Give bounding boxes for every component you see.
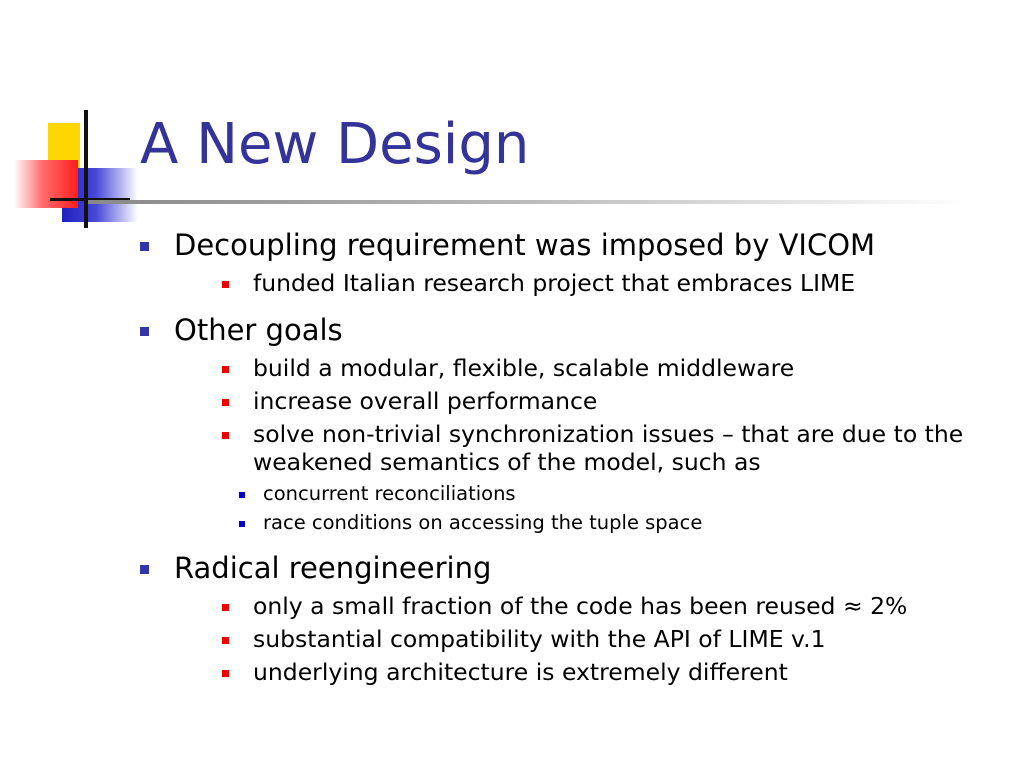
bullet-decoupling	[140, 226, 1000, 297]
title-underline	[88, 200, 968, 204]
bullet-other-goals	[140, 311, 1000, 535]
sub-bullet: underlying architecture is extremely different	[174, 658, 1000, 686]
sub-sub-bullet-list	[139, 482, 1000, 535]
sub-sub-bullet: concurrent reconciliations	[139, 482, 1000, 506]
sub-bullet: build a modular, flexible, scalable middleware	[174, 354, 1000, 382]
logo-vertical-line	[84, 110, 88, 228]
sub-bullet: funded Italian research project that embraces LIME	[174, 269, 1000, 297]
bullet-text: Other goals	[174, 313, 343, 347]
bullet-list	[140, 226, 1000, 686]
sub-bullet-list	[174, 354, 1000, 535]
sub-bullet: increase overall performance	[174, 387, 1000, 415]
sub-sub-bullet: race conditions on accessing the tuple space	[139, 511, 1000, 535]
bullet-text: Radical reengineering	[174, 551, 492, 585]
sub-bullet-list	[174, 592, 1000, 686]
sub-bullet: substantial compatibility with the API of LIME v.1	[174, 625, 1000, 653]
sub-bullet: solve non-trivial synchronization issues – that are due to the weakened semantics of the model, such as concurrent reconciliations race conditions on accessing the tuple space	[174, 420, 1000, 535]
sub-bullet-list	[174, 269, 1000, 297]
slide-title: A New Design	[140, 112, 530, 177]
sub-bullet: only a small fraction of the code has been reused ≈ 2%	[174, 592, 1000, 620]
bullet-text: Decoupling requirement was imposed by VICOM	[174, 228, 876, 262]
slide-logo-decoration	[0, 0, 150, 240]
bullet-radical-reengineering	[140, 549, 1000, 686]
